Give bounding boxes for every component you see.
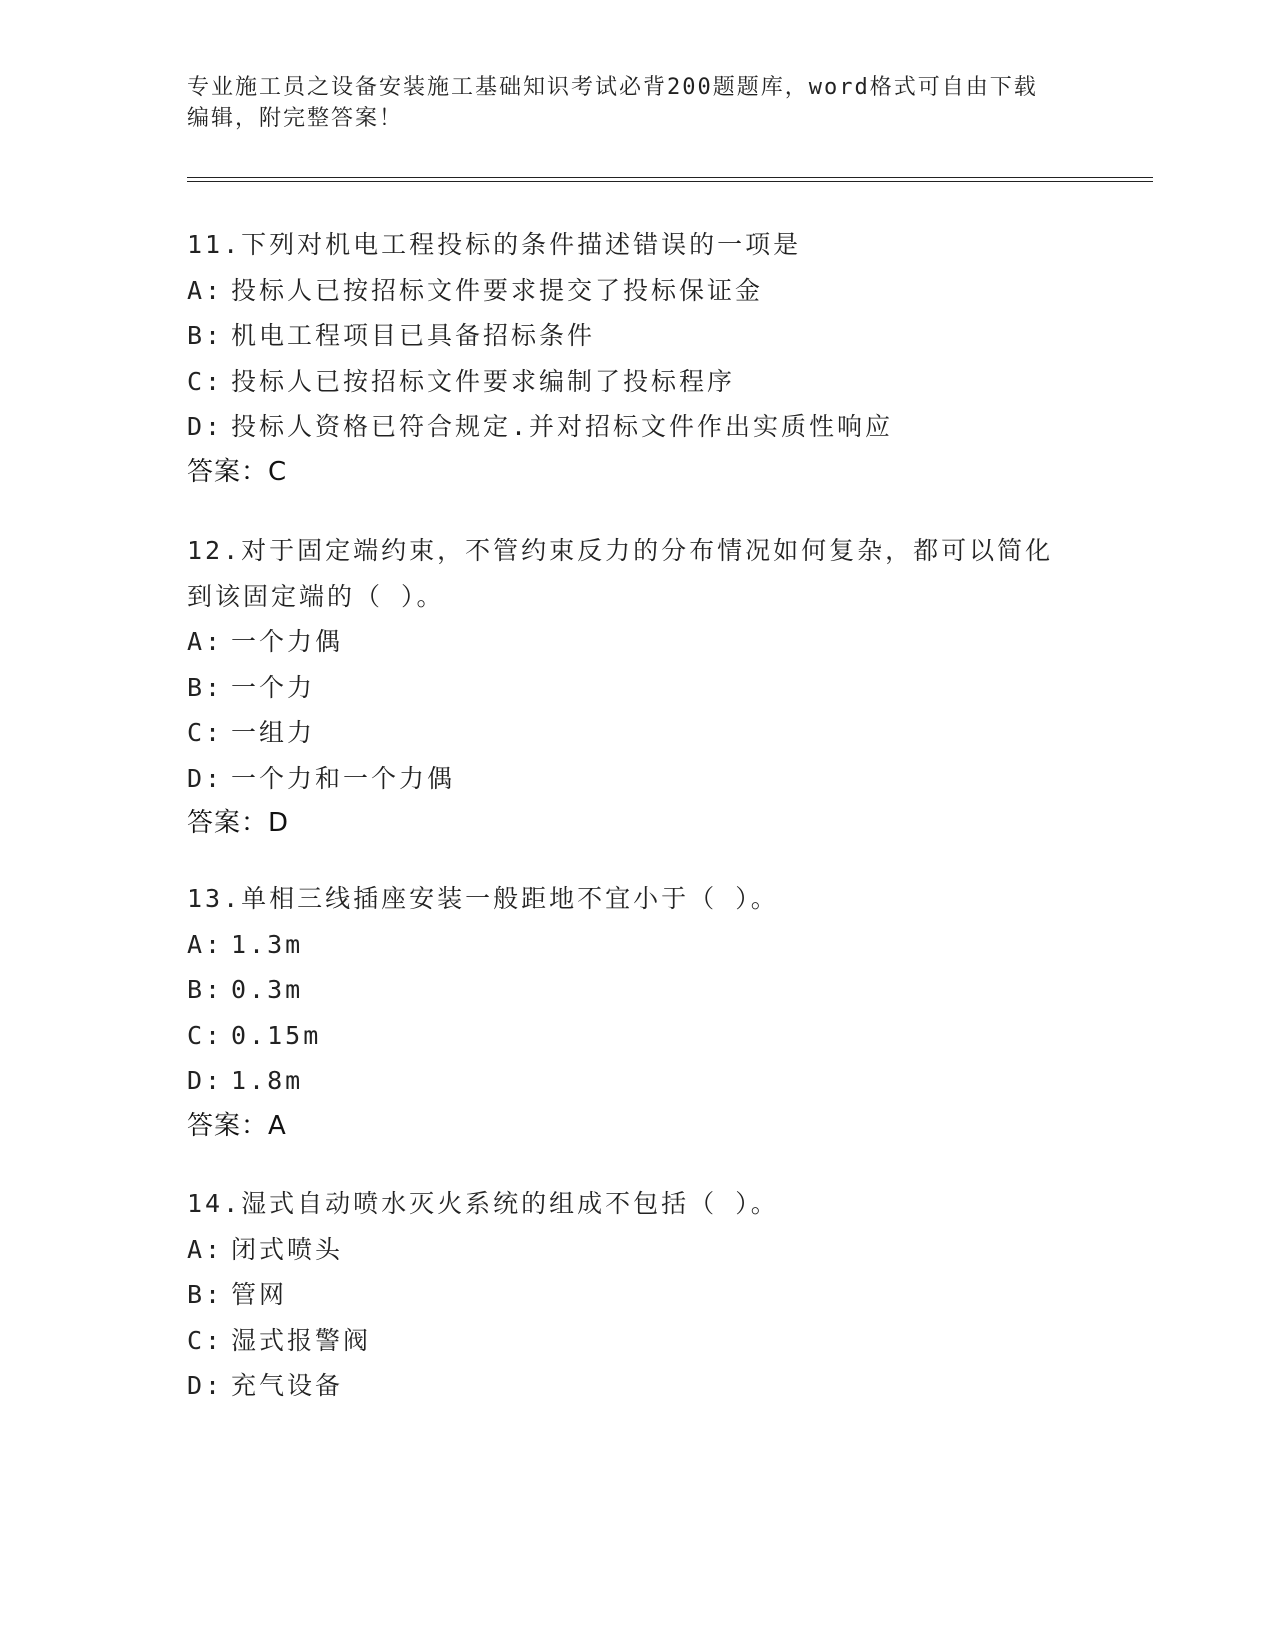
question-11 [187, 222, 1107, 495]
option-letter: A: [187, 275, 224, 305]
option-b [187, 313, 1107, 359]
option-text: 投标人资格已符合规定.并对招标文件作出实质性响应 [231, 412, 894, 441]
question-13 [187, 876, 1107, 1149]
option-a [187, 268, 1107, 314]
option-text: 投标人已按招标文件要求提交了投标保证金 [231, 275, 764, 305]
answer-label: 答案： [187, 456, 269, 487]
option-text: 机电工程项目已具备招标条件 [231, 321, 596, 350]
option-b [187, 665, 1107, 711]
question-text: 湿式自动喷水灭火系统的组成不包括（ ）。 [241, 1189, 779, 1218]
question-number: 14. [187, 1189, 242, 1218]
option-letter: A: [187, 929, 224, 959]
option-letter: C: [187, 718, 224, 747]
option-text: 管网 [231, 1280, 288, 1309]
option-d [187, 756, 1107, 802]
option-text: 投标人已按招标文件要求编制了投标程序 [231, 366, 736, 396]
option-c [187, 710, 1107, 756]
option-d [187, 404, 1107, 450]
option-letter: B: [187, 975, 224, 1004]
option-letter: D: [187, 763, 224, 793]
question-stem [187, 528, 1107, 574]
header-title-line2: 编辑，附完整答案！ [187, 106, 404, 131]
question-stem [187, 1181, 1107, 1227]
answer [187, 1104, 1107, 1150]
option-c [187, 359, 1107, 405]
option-d [187, 1363, 1107, 1409]
option-text: 一个力和一个力偶 [231, 763, 456, 793]
question-stem [187, 876, 1107, 922]
option-c [187, 1318, 1107, 1364]
header-title-line1: 专业施工员之设备安装施工基础知识考试必背200题题库，word格式可自由下载 [187, 75, 1038, 100]
option-text: 湿式报警阀 [231, 1325, 372, 1355]
answer-value: A [268, 1110, 287, 1141]
question-number: 11. [187, 230, 242, 259]
question-12 [187, 528, 1107, 847]
option-letter: C: [187, 1325, 224, 1355]
option-a [187, 922, 1107, 968]
question-text: 对于固定端约束，不管约束反力的分布情况如何复杂，都可以简化 [241, 536, 1054, 565]
option-text: 1.3m [231, 929, 304, 959]
document-header [187, 72, 1087, 134]
option-letter: C: [187, 1020, 224, 1050]
option-d [187, 1058, 1107, 1104]
answer-label: 答案： [187, 1110, 269, 1141]
option-a [187, 1227, 1107, 1273]
option-b [187, 1272, 1107, 1318]
question-number: 13. [187, 884, 242, 913]
question-stem [187, 222, 1107, 268]
header-divider [187, 177, 1153, 182]
option-letter: D: [187, 1371, 224, 1400]
option-letter: B: [187, 1280, 224, 1309]
option-letter: A: [187, 1234, 224, 1264]
option-letter: C: [187, 366, 224, 396]
option-letter: D: [187, 1066, 224, 1095]
question-text: 单相三线插座安装一般距地不宜小于（ ）。 [241, 884, 779, 913]
question-number: 12. [187, 536, 242, 565]
option-text: 0.3m [231, 975, 304, 1004]
answer-label: 答案： [187, 808, 269, 838]
option-a [187, 619, 1107, 665]
option-letter: A: [187, 627, 224, 656]
option-b [187, 967, 1107, 1013]
option-letter: B: [187, 672, 224, 702]
option-text: 一组力 [231, 718, 316, 747]
question-stem-continued: 到该固定端的（ ）。 [187, 581, 445, 611]
option-text: 0.15m [231, 1020, 322, 1050]
question-text: 下列对机电工程投标的条件描述错误的一项是 [241, 230, 802, 259]
option-letter: D: [187, 412, 224, 441]
option-text: 闭式喷头 [231, 1234, 344, 1264]
answer [187, 450, 1107, 496]
option-text: 1.8m [231, 1066, 304, 1095]
answer [187, 801, 1107, 847]
question-14 [187, 1181, 1107, 1409]
answer-value: C [268, 456, 288, 487]
option-c [187, 1013, 1107, 1059]
option-text: 一个力偶 [231, 627, 344, 656]
option-text: 一个力 [231, 672, 316, 702]
option-text: 充气设备 [231, 1371, 344, 1400]
option-letter: B: [187, 321, 224, 350]
answer-value: D [268, 808, 290, 838]
